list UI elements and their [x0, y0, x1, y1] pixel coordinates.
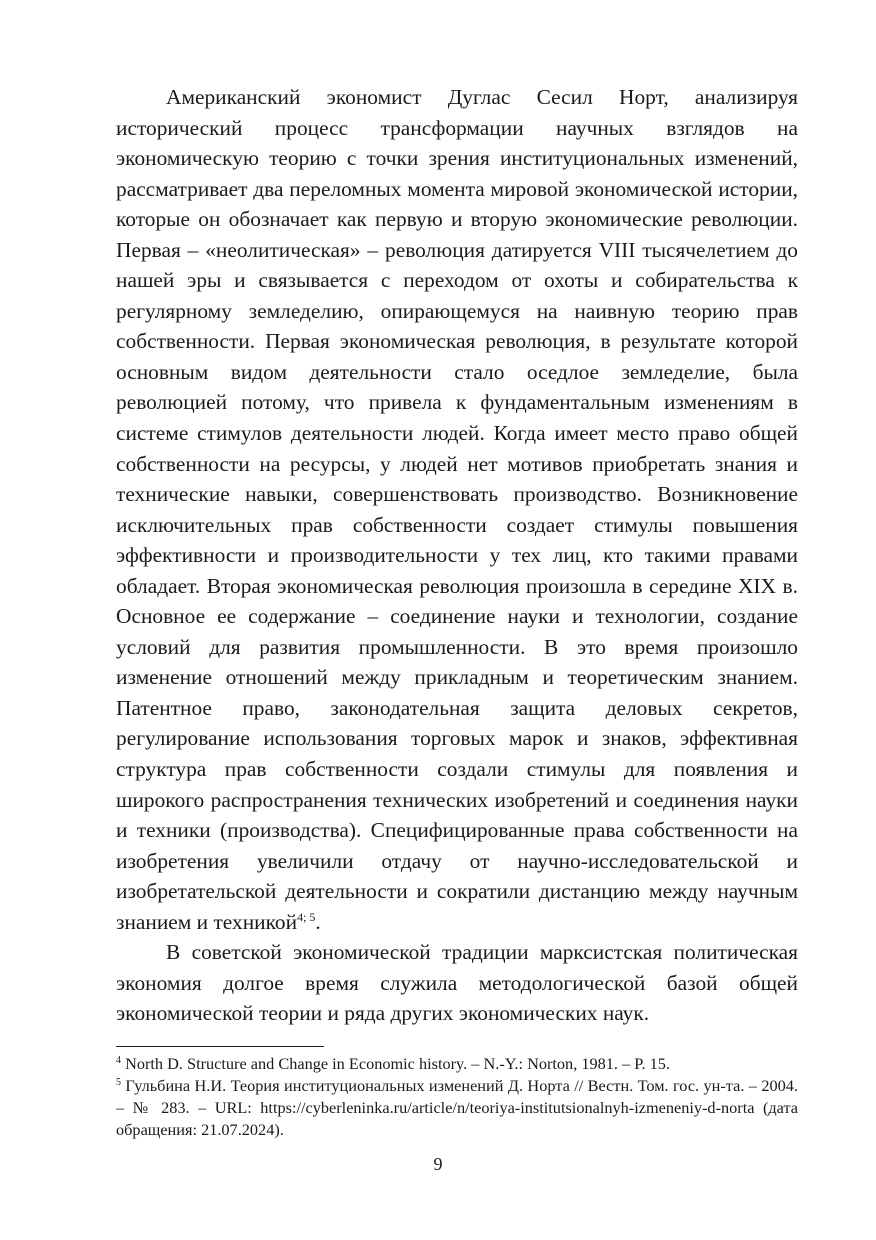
footnote-item: [116, 1053, 798, 1075]
paragraph-text: В советской экономической традиции марксистская политическая экономия долгое время служила методологической базой общей экономической теории и ряда других экономических наук.: [116, 940, 798, 1026]
footnotes: [116, 1053, 798, 1141]
footnote-number: 5: [116, 1077, 121, 1088]
paragraph-text: Американский экономист Дуглас Сесил Норт, анализируя исторический процесс трансформации научных взглядов на экономическую теорию с точки зрения институциональных изменений, рассматривает два переломных момента мировой экономической истории, которые он обозначает как первую и вторую экономические революции. Первая – «неолитическая» – революция датируется VIII тысячелетием до нашей эры и связывается с переходом от охоты и собирательства к регулярному земледелию, опирающемуся на наивную теорию прав собственности. Первая экономическая революция, в результате которой основным видом деятельности стало оседлое земледелие, была революцией потому, что привела к фундаментальным изменениям в системе стимулов деятельности людей. Когда имеет место право общей собственности на ресурсы, у людей нет мотивов приобретать знания и технические навыки, совершенствовать производство. Возникновение исключительных прав собственности создает стимулы повышения эффективности и производительности у тех лиц, кто такими правами обладает. Вторая экономическая революция произошла в середине XIX в. Основное ее содержание – соединение науки и технологии, создание условий для развития промышленности. В это время произошло изменение отношений между прикладным и теоретическим знанием. Патентное право, законодательная защита деловых секретов, регулирование использования торговых марок и знаков, эффективная структура прав собственности создали стимулы для появления и широкого распространения технических изобретений и соединения науки и техники (производства). Специфицированные права собственности на изобретения увеличили отдачу от научно-исследовательской и изобретательской деятельности и сократили дистанцию между научным знанием и техникой: [116, 85, 798, 934]
footnote-number: 4: [116, 1055, 121, 1066]
body-text: [116, 82, 798, 1029]
paragraph: [116, 82, 798, 937]
footnote-divider: [116, 1046, 324, 1047]
footnote-item: [116, 1075, 798, 1141]
paragraph: [116, 937, 798, 1029]
footnote-reference[interactable]: 4; 5: [297, 909, 316, 924]
page-number: 9: [433, 1154, 443, 1174]
paragraph-end: .: [315, 909, 321, 934]
footnote-text: Гульбина Н.И. Теория институциональных изменений Д. Норта // Вестн. Том. гос. ун-та. – 2004. – № 283. – URL: https://cyberleninka.ru/article/n/teoriya-institutsionalnyh-izmeneniy-d-norta (дата обращения: 21.07.2024).: [116, 1076, 798, 1139]
footnote-text: North D. Structure and Change in Economic history. – N.-Y.: Norton, 1981. – P. 15.: [125, 1054, 670, 1073]
